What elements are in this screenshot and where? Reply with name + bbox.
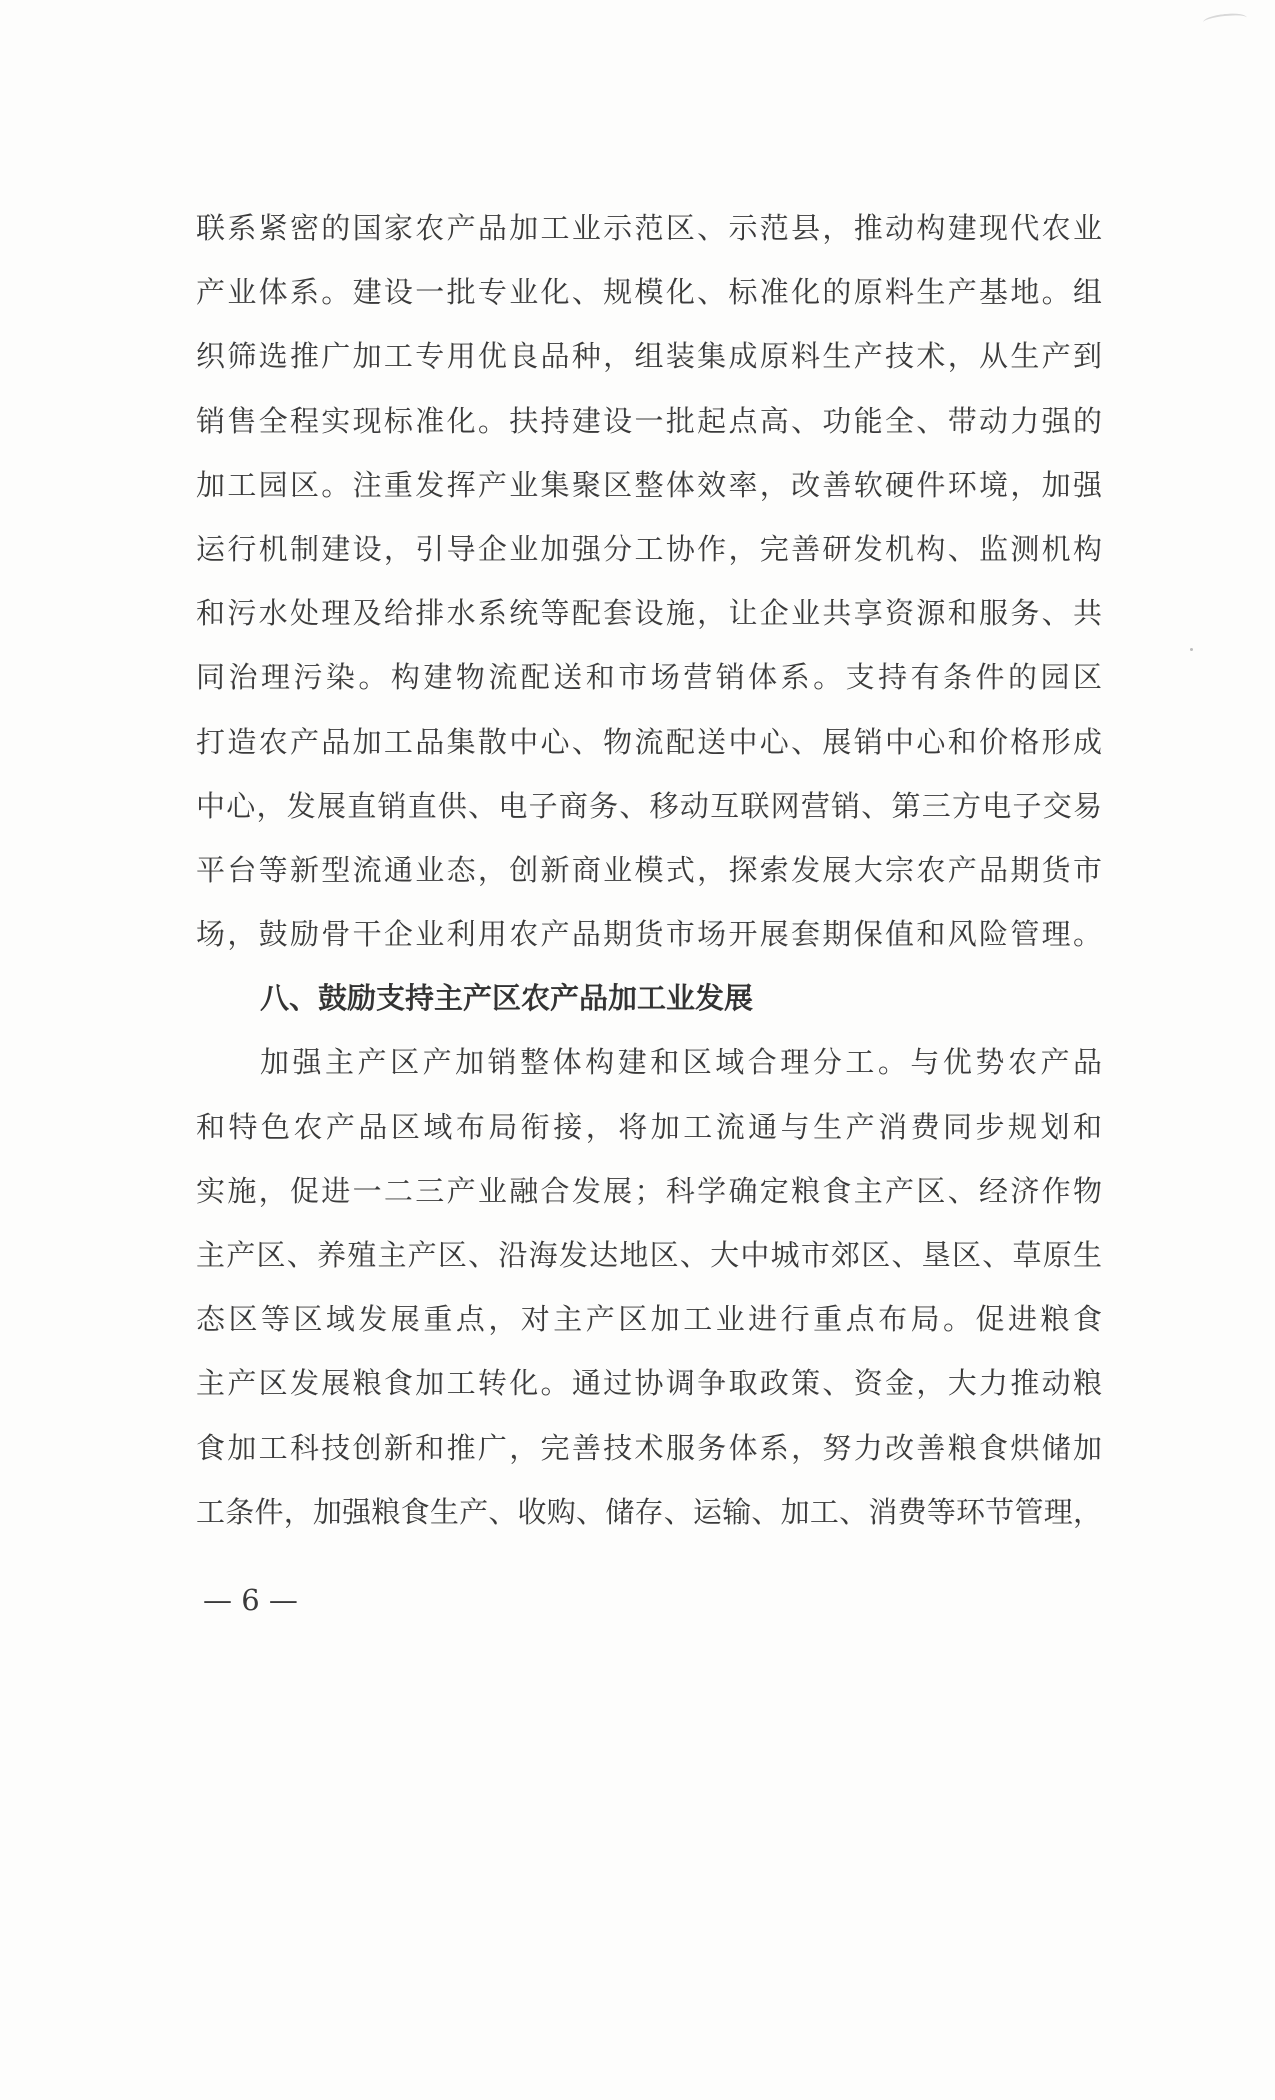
text-line: 实施，促进一二三产业融合发展；科学确定粮食主产区、经济作物 bbox=[196, 1173, 1102, 1208]
text-line: 加工园区。注重发挥产业集聚区整体效率，改善软硬件环境，加强 bbox=[196, 467, 1102, 502]
text-line: 运行机制建设，引导企业加强分工协作，完善研发机构、监测机构 bbox=[196, 531, 1102, 566]
text-line: 主产区发展粮食加工转化。通过协调争取政策、资金，大力推动粮 bbox=[196, 1366, 1102, 1401]
page-number: — 6 — bbox=[203, 1583, 298, 1617]
paragraph-1 bbox=[196, 196, 1102, 966]
text-line: 态区等区域发展重点，对主产区加工业进行重点布局。促进粮食 bbox=[196, 1302, 1102, 1337]
text-line: 加强主产区产加销整体构建和区域合理分工。与优势农产品 bbox=[260, 1045, 1102, 1080]
text-line: 场，鼓励骨干企业利用农产品期货市场开展套期保值和风险管理。 bbox=[196, 917, 1102, 952]
text-line: 和污水处理及给排水系统等配套设施，让企业共享资源和服务、共 bbox=[196, 596, 1102, 631]
text-line: 产业体系。建设一批专业化、规模化、标准化的原料生产基地。组 bbox=[196, 275, 1102, 310]
text-line: 食加工科技创新和推广，完善技术服务体系，努力改善粮食烘储加 bbox=[196, 1430, 1102, 1465]
text-line: 和特色农产品区域布局衔接，将加工流通与生产消费同步规划和 bbox=[196, 1109, 1102, 1144]
text-line: 主产区、养殖主产区、沿海发达地区、大中城市郊区、垦区、草原生 bbox=[196, 1238, 1102, 1272]
text-line: 平台等新型流通业态，创新商业模式，探索发展大宗农产品期货市 bbox=[196, 852, 1102, 887]
text-line: 联系紧密的国家农产品加工业示范区、示范县，推动构建现代农业 bbox=[196, 211, 1102, 245]
scan-corner-mark bbox=[1202, 12, 1247, 29]
text-line: 工条件，加强粮食生产、收购、储存、运输、加工、消费等环节管理， bbox=[196, 1494, 1102, 1529]
scan-speck bbox=[1190, 648, 1193, 651]
paragraph-2 bbox=[196, 1030, 1102, 1544]
text-line: 同治理污染。构建物流配送和市场营销体系。支持有条件的园区 bbox=[196, 660, 1102, 695]
text-line: 织筛选推广加工专用优良品种，组装集成原料生产技术，从生产到 bbox=[196, 339, 1102, 374]
text-line: 打造农产品加工品集散中心、物流配送中心、展销中心和价格形成 bbox=[196, 724, 1102, 759]
section-heading: 八、鼓励支持主产区农产品加工业发展 bbox=[260, 981, 754, 1016]
text-line: 销售全程实现标准化。扶持建设一批起点高、功能全、带动力强的 bbox=[196, 403, 1102, 438]
text-line: 中心，发展直销直供、电子商务、移动互联网营销、第三方电子交易 bbox=[196, 788, 1102, 823]
body-text bbox=[196, 196, 1102, 1544]
